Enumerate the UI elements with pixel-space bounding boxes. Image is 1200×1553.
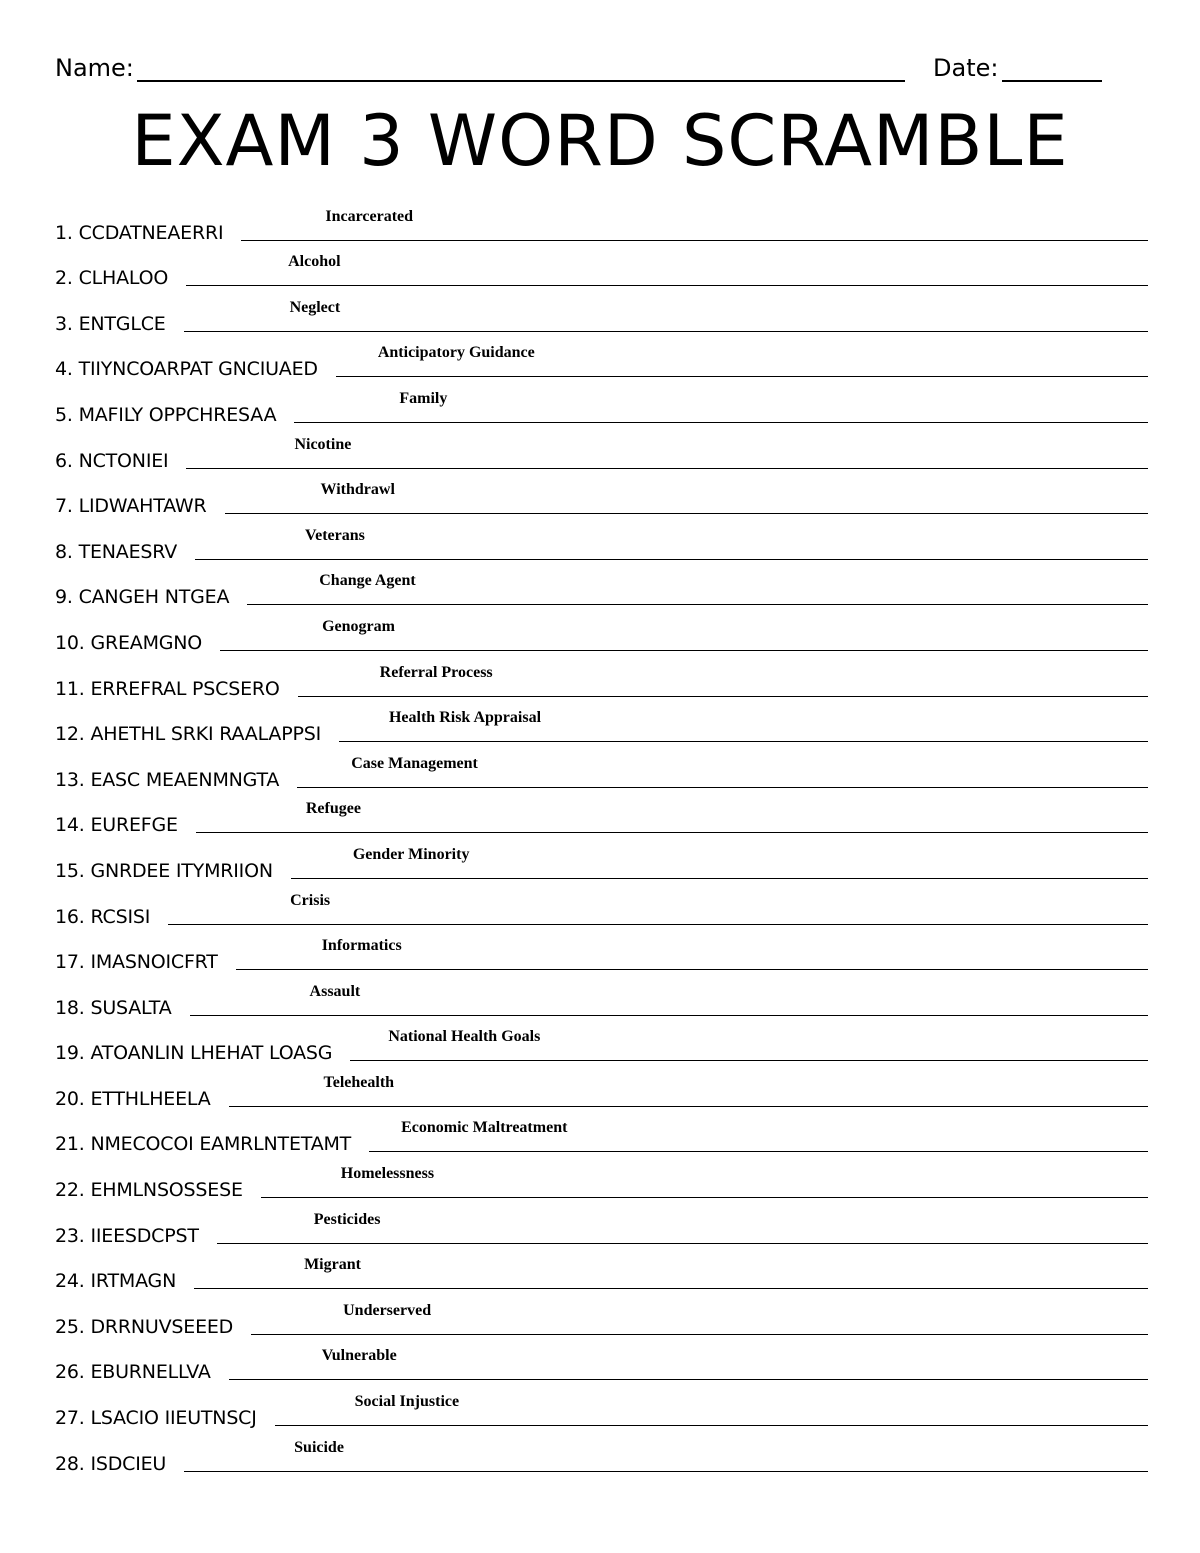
list-item bbox=[55, 244, 1148, 290]
scrambled-word: 7. LIDWAHTAWR bbox=[55, 495, 207, 518]
scrambled-word: 26. EBURNELLVA bbox=[55, 1361, 211, 1384]
handwritten-answer: Anticipatory Guidance bbox=[377, 344, 535, 362]
scrambled-word: 28. ISDCIEU bbox=[55, 1452, 167, 1475]
scrambled-word: 18. SUSALTA bbox=[55, 996, 172, 1019]
scrambled-word: 12. AHETHL SRKI RAALAPPSI bbox=[55, 723, 321, 746]
handwritten-answer: Health Risk Appraisal bbox=[388, 709, 542, 727]
name-label: Name: bbox=[55, 54, 134, 82]
list-item bbox=[55, 745, 1148, 791]
answer-line[interactable] bbox=[186, 432, 1148, 469]
handwritten-answer: Referral Process bbox=[379, 663, 493, 681]
list-item bbox=[55, 973, 1148, 1019]
list-item bbox=[55, 426, 1148, 472]
list-item bbox=[55, 472, 1148, 518]
answer-line[interactable] bbox=[184, 295, 1148, 332]
list-item bbox=[55, 517, 1148, 563]
handwritten-answer: Withdrawl bbox=[320, 481, 395, 499]
handwritten-answer: Nicotine bbox=[294, 435, 352, 453]
scrambled-word: 27. LSACIO IIEUTNSCJ bbox=[55, 1407, 257, 1430]
handwritten-answer: Neglect bbox=[289, 298, 341, 316]
list-item bbox=[55, 654, 1148, 700]
header bbox=[55, 50, 1110, 90]
handwritten-answer: National Health Goals bbox=[388, 1028, 541, 1046]
answer-line[interactable] bbox=[229, 1343, 1148, 1380]
scrambled-word: 3. ENTGLCE bbox=[55, 312, 166, 335]
answer-line[interactable] bbox=[251, 1298, 1148, 1335]
answer-line[interactable] bbox=[350, 1024, 1148, 1061]
list-item bbox=[55, 289, 1148, 335]
answer-line[interactable] bbox=[297, 751, 1148, 788]
list-item bbox=[55, 791, 1148, 837]
list-item bbox=[55, 836, 1148, 882]
answer-line[interactable] bbox=[186, 249, 1148, 286]
list-item bbox=[55, 1247, 1148, 1293]
scrambled-word: 22. EHMLNSOSSESE bbox=[55, 1179, 243, 1202]
scrambled-word: 1. CCDATNEAERRI bbox=[55, 221, 224, 244]
list-item bbox=[55, 1292, 1148, 1338]
answer-line[interactable] bbox=[220, 614, 1148, 651]
answer-line[interactable] bbox=[291, 842, 1148, 879]
answer-line[interactable] bbox=[275, 1389, 1148, 1426]
answer-line[interactable] bbox=[247, 568, 1148, 605]
scrambled-word: 15. GNRDEE ITYMRIION bbox=[55, 859, 273, 882]
scrambled-word: 20. ETTHLHEELA bbox=[55, 1087, 211, 1110]
answer-line[interactable] bbox=[195, 523, 1148, 560]
scrambled-word: 5. MAFILY OPPCHRESAA bbox=[55, 403, 277, 426]
handwritten-answer: Genogram bbox=[322, 617, 395, 635]
handwritten-answer: Economic Maltreatment bbox=[401, 1119, 568, 1137]
handwritten-answer: Informatics bbox=[321, 937, 402, 955]
handwritten-answer: Underserved bbox=[343, 1301, 432, 1319]
scrambled-word: 24. IRTMAGN bbox=[55, 1270, 177, 1293]
scrambled-word: 2. CLHALOO bbox=[55, 267, 169, 290]
list-item bbox=[55, 198, 1148, 244]
answer-line[interactable] bbox=[261, 1161, 1148, 1198]
handwritten-answer: Incarcerated bbox=[325, 207, 414, 225]
handwritten-answer: Veterans bbox=[305, 526, 365, 544]
answer-line[interactable] bbox=[168, 888, 1148, 925]
list-item bbox=[55, 882, 1148, 928]
answer-line[interactable] bbox=[184, 1435, 1148, 1472]
handwritten-answer: Gender Minority bbox=[352, 845, 470, 863]
handwritten-answer: Pesticides bbox=[313, 1210, 381, 1228]
scrambled-word: 6. NCTONIEI bbox=[55, 449, 169, 472]
list-item bbox=[55, 335, 1148, 381]
date-field[interactable] bbox=[1002, 80, 1102, 82]
answer-line[interactable] bbox=[236, 933, 1148, 970]
list-item bbox=[55, 1201, 1148, 1247]
scrambled-word: 25. DRRNUVSEEED bbox=[55, 1315, 234, 1338]
list-item bbox=[55, 1110, 1148, 1156]
list-item bbox=[55, 1155, 1148, 1201]
scrambled-word: 13. EASC MEAENMNGTA bbox=[55, 768, 280, 791]
handwritten-answer: Refugee bbox=[305, 800, 361, 818]
name-field[interactable] bbox=[137, 80, 905, 82]
scrambled-word: 17. IMASNOICFRT bbox=[55, 951, 218, 974]
handwritten-answer: Social Injustice bbox=[354, 1393, 460, 1411]
scramble-list bbox=[55, 198, 1148, 1475]
scrambled-word: 11. ERREFRAL PSCSERO bbox=[55, 677, 280, 700]
list-item bbox=[55, 563, 1148, 609]
handwritten-answer: Homelessness bbox=[340, 1165, 435, 1183]
handwritten-answer: Vulnerable bbox=[321, 1347, 397, 1365]
answer-line[interactable] bbox=[294, 386, 1148, 423]
list-item bbox=[55, 1064, 1148, 1110]
handwritten-answer: Assault bbox=[309, 982, 361, 1000]
scrambled-word: 4. TIIYNCOARPAT GNCIUAED bbox=[55, 358, 318, 381]
scrambled-word: 8. TENAESRV bbox=[55, 540, 178, 563]
answer-line[interactable] bbox=[217, 1207, 1148, 1244]
scrambled-word: 10. GREAMGNO bbox=[55, 631, 203, 654]
answer-line[interactable] bbox=[229, 1070, 1148, 1107]
handwritten-answer: Telehealth bbox=[323, 1073, 395, 1091]
list-item bbox=[55, 928, 1148, 974]
answer-line[interactable] bbox=[196, 796, 1148, 833]
scrambled-word: 21. NMECOCOI EAMRLNTETAMT bbox=[55, 1133, 352, 1156]
handwritten-answer: Suicide bbox=[294, 1438, 344, 1456]
answer-line[interactable] bbox=[225, 477, 1149, 514]
handwritten-answer: Crisis bbox=[290, 891, 331, 909]
handwritten-answer: Migrant bbox=[304, 1256, 361, 1274]
list-item bbox=[55, 608, 1148, 654]
answer-line[interactable] bbox=[369, 1115, 1148, 1152]
handwritten-answer: Family bbox=[399, 389, 448, 407]
answer-line[interactable] bbox=[194, 1252, 1148, 1289]
handwritten-answer: Case Management bbox=[351, 754, 478, 772]
list-item bbox=[55, 1019, 1148, 1065]
date-label: Date: bbox=[933, 54, 999, 82]
page-title: EXAM 3 WORD SCRAMBLE bbox=[131, 100, 1069, 182]
answer-line[interactable] bbox=[336, 340, 1148, 377]
list-item bbox=[55, 1338, 1148, 1384]
list-item bbox=[55, 380, 1148, 426]
list-item bbox=[55, 700, 1148, 746]
list-item bbox=[55, 1383, 1148, 1429]
scrambled-word: 9. CANGEH NTGEA bbox=[55, 586, 230, 609]
handwritten-answer: Change Agent bbox=[319, 572, 416, 590]
scrambled-word: 19. ATOANLIN LHEHAT LOASG bbox=[55, 1042, 333, 1065]
answer-line[interactable] bbox=[339, 705, 1148, 742]
list-item bbox=[55, 1429, 1148, 1475]
scrambled-word: 14. EUREFGE bbox=[55, 814, 178, 837]
answer-line[interactable] bbox=[241, 204, 1148, 241]
answer-line[interactable] bbox=[298, 660, 1148, 697]
scrambled-word: 16. RCSISI bbox=[55, 905, 151, 928]
handwritten-answer: Alcohol bbox=[288, 253, 341, 271]
scrambled-word: 23. IIEESDCPST bbox=[55, 1224, 199, 1247]
answer-line[interactable] bbox=[190, 979, 1148, 1016]
